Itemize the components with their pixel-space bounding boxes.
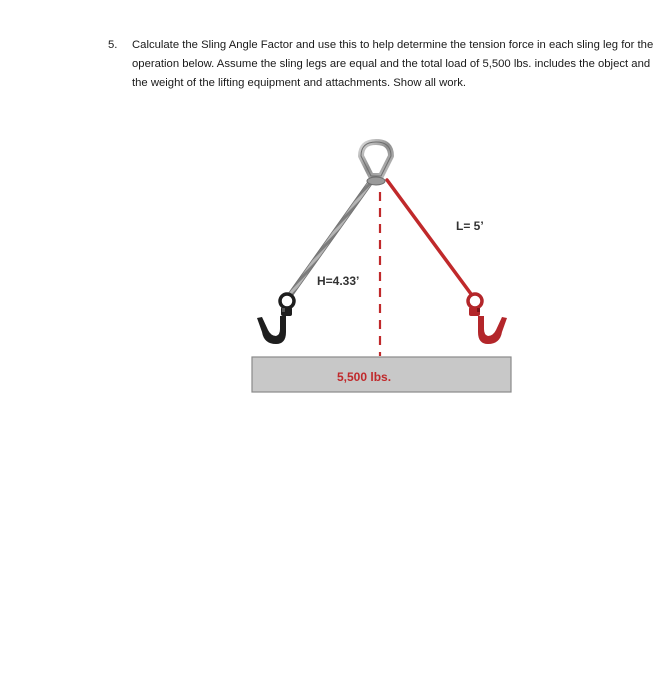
height-label: H=4.33’ — [317, 274, 360, 288]
question-number: 5. — [108, 39, 118, 51]
right-hook-icon — [468, 294, 507, 344]
left-hook-icon — [257, 294, 294, 344]
right-red-sling — [387, 180, 474, 298]
length-label: L= 5’ — [456, 219, 484, 233]
question-text: Calculate the Sling Angle Factor and use this to help determine the tension force in each sling leg for the operation below. Assume the sling legs are equal and the total load of 5,500 lbs. includes the object and the weight of the lifting equipment and attachments. Show all work. — [132, 39, 654, 89]
load-label: 5,500 lbs. — [337, 370, 392, 384]
